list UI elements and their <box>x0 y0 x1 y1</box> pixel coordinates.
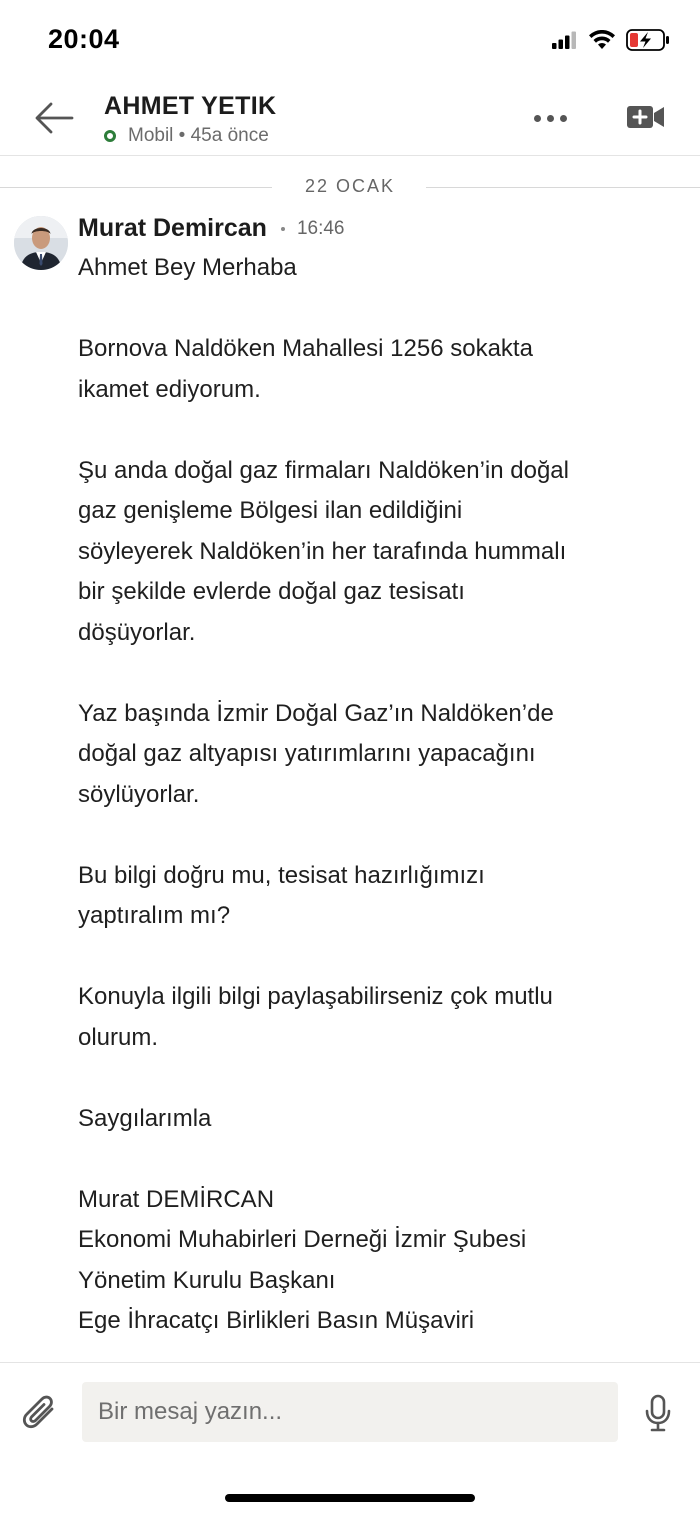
separator-dot <box>281 227 285 231</box>
attach-button[interactable] <box>22 1393 58 1433</box>
status-icons <box>552 28 670 56</box>
message-line: doğal gaz altyapısı yatırımlarını yapacağını <box>78 740 536 767</box>
message-line: bir şekilde evlerde doğal gaz tesisatı <box>78 578 465 605</box>
sender-avatar[interactable] <box>14 216 68 270</box>
back-button[interactable] <box>32 98 76 138</box>
sender-name[interactable]: Murat Demircan <box>78 214 267 242</box>
message-blank-line <box>78 653 668 694</box>
message-line: Bu bilgi doğru mu, tesisat hazırlığımızı <box>78 861 485 889</box>
message-line: Ahmet Bey Merhaba <box>78 254 297 281</box>
message-line: Bornova Naldöken Mahallesi 1256 sokakta <box>78 335 533 362</box>
message-blank-line <box>78 937 668 978</box>
message-line: döşüyorlar. <box>78 618 196 646</box>
video-call-button[interactable] <box>626 102 666 132</box>
message-line: gaz genişleme Bölgesi ilan edildiğini <box>78 497 463 524</box>
presence-text: Mobil • 45a önce <box>128 125 269 146</box>
signal-icon <box>552 31 578 54</box>
message-blank-line <box>78 815 668 856</box>
presence-status <box>104 125 269 147</box>
date-label: 22 OCAK <box>304 176 396 196</box>
message-line: Ege İhracatçı Birlikleri Basın Müşaviri <box>78 1307 475 1334</box>
message-line: Saygılarımla <box>78 1104 212 1132</box>
voice-message-button[interactable] <box>644 1393 672 1433</box>
message-line: ikamet ediyorum. <box>78 375 261 403</box>
message-composer <box>0 1362 700 1462</box>
online-status-icon <box>104 130 116 142</box>
conversation-header <box>0 80 700 156</box>
message-line: Murat DEMİRCAN <box>78 1185 275 1213</box>
message-line: Ekonomi Muhabirleri Derneği İzmir Şubesi <box>78 1226 527 1253</box>
message-line: yaptıralım mı? <box>78 902 231 929</box>
message-line: söylüyorlar. <box>78 780 200 808</box>
divider-line-right <box>426 187 700 188</box>
wifi-icon <box>588 30 616 55</box>
status-time: 20:04 <box>48 24 120 54</box>
contact-name[interactable]: AHMET YETIK <box>104 92 277 120</box>
message-blank-line <box>78 1058 668 1099</box>
message-line: Konuyla ilgili bilgi paylaşabilirseniz çok mutlu <box>78 983 553 1010</box>
message-line: Yaz başında İzmir Doğal Gaz’ın Naldöken’de <box>78 699 554 727</box>
back-arrow-icon <box>32 98 76 138</box>
more-options-button[interactable] <box>534 108 574 128</box>
message-input[interactable] <box>82 1382 618 1442</box>
message-line: olurum. <box>78 1023 159 1051</box>
message-line: Yönetim Kurulu Başkanı <box>78 1266 336 1294</box>
home-indicator[interactable] <box>225 1494 475 1502</box>
message-line: söyleyerek Naldöken’in her tarafında hummalı <box>78 537 567 565</box>
microphone-icon <box>644 1393 672 1433</box>
more-icon <box>534 115 541 122</box>
message-header <box>78 214 345 243</box>
message-time: 16:46 <box>296 217 345 239</box>
paperclip-icon <box>22 1393 58 1433</box>
message-blank-line <box>78 1139 668 1180</box>
video-call-icon <box>626 102 666 132</box>
message-blank-line <box>78 410 668 451</box>
message-line: Şu anda doğal gaz firmaları Naldöken’in doğal <box>78 456 569 484</box>
battery-charging-icon <box>626 29 670 56</box>
status-bar <box>0 0 700 80</box>
message-body <box>78 248 668 1342</box>
message-blank-line <box>78 289 668 330</box>
date-divider <box>0 172 700 202</box>
